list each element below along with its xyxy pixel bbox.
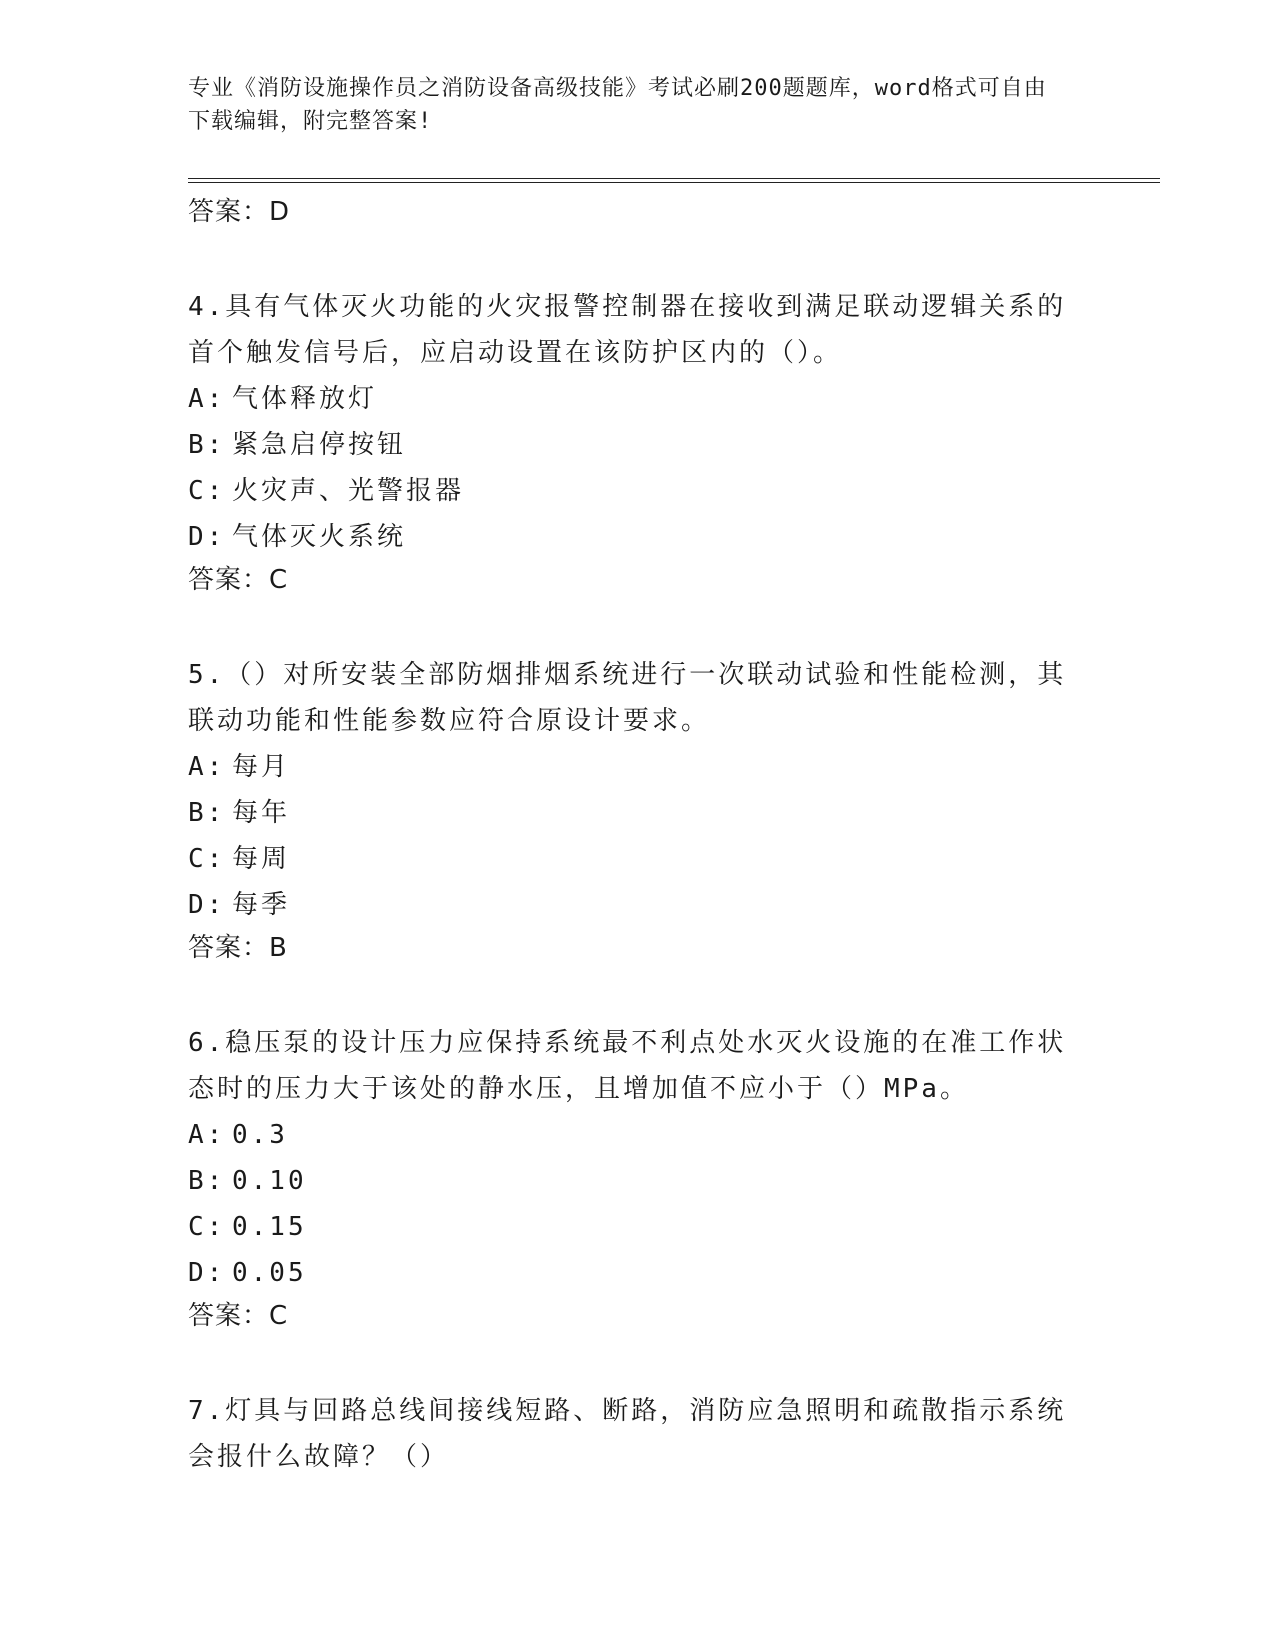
option-text: 每年 [232,798,291,828]
previous-answer: 答案：D [188,197,291,227]
question-6 [188,1020,1088,1336]
option-letter: B: [188,1166,226,1196]
option-b [188,1158,1088,1204]
question-stem: 5.（）对所安装全部防烟排烟系统进行一次联动试验和性能检测，其联动功能和性能参数应符合原设计要求。 [188,660,1067,736]
option-text: 0.3 [232,1120,288,1150]
option-text: 每季 [232,890,291,920]
option-b [188,790,1088,836]
option-text: 每周 [232,844,291,874]
option-letter: B: [188,430,226,460]
option-letter: B: [188,798,226,828]
option-text: 0.15 [232,1212,307,1242]
option-letter: C: [188,476,226,506]
option-a [188,1112,1088,1158]
question-stem: 7.灯具与回路总线间接线短路、断路，消防应急照明和疏散指示系统会报什么故障？（） [188,1396,1067,1472]
option-text: 紧急启停按钮 [232,430,407,460]
header-divider [188,178,1160,183]
option-letter: D: [188,1258,226,1288]
option-letter: C: [188,1212,226,1242]
question-stem: 6.稳压泵的设计压力应保持系统最不利点处水灭火设施的在准工作状态时的压力大于该处的静水压，且增加值不应小于（）MPa。 [188,1028,1067,1104]
option-text: 气体灭火系统 [232,522,407,552]
option-letter: A: [188,1120,226,1150]
option-text: 火灾声、光警报器 [232,476,465,506]
option-text: 0.05 [232,1258,307,1288]
option-letter: C: [188,844,226,874]
option-letter: D: [188,522,226,552]
option-letter: A: [188,384,226,414]
header-note: 专业《消防设施操作员之消防设备高级技能》考试必刷200题题库，word格式可自由下载编辑，附完整答案! [188,76,1047,134]
question-stem: 4.具有气体灭火功能的火灾报警控制器在接收到满足联动逻辑关系的首个触发信号后，应启动设置在该防护区内的（）。 [188,292,1067,368]
answer-line: 答案：C [188,1301,289,1331]
option-text: 0.10 [232,1166,307,1196]
question-list [188,192,1088,1480]
option-b [188,422,1088,468]
option-a [188,376,1088,422]
question-5 [188,652,1088,968]
option-c [188,1204,1088,1250]
option-text: 每月 [232,752,291,782]
option-d [188,514,1088,560]
option-d [188,882,1088,928]
option-c [188,468,1088,514]
question-7 [188,1388,1088,1480]
option-letter: A: [188,752,226,782]
option-a [188,744,1088,790]
option-text: 气体释放灯 [232,384,378,414]
question-4 [188,284,1088,600]
option-d [188,1250,1088,1296]
answer-line: 答案：C [188,565,289,595]
answer-line: 答案：B [188,933,288,963]
option-letter: D: [188,890,226,920]
option-c [188,836,1088,882]
